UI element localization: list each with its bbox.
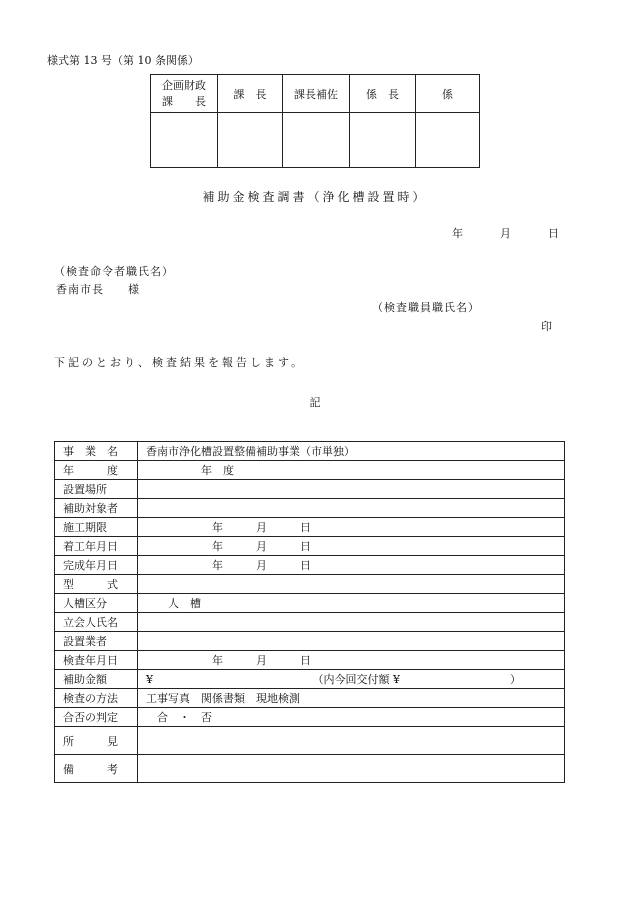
form-number: 様式第 13 号（第 10 条関係） xyxy=(47,54,199,67)
row-value[interactable]: 年 度 xyxy=(138,461,565,480)
table-row xyxy=(55,727,565,755)
row-value[interactable]: ¥ （内今回交付額 ¥ ） xyxy=(138,670,565,689)
addressee-label: （検査命令者職氏名） xyxy=(54,265,174,278)
approval-header-staff: 係 xyxy=(416,75,480,113)
row-value[interactable]: 工事写真 関係書類 現地検測 xyxy=(138,689,565,708)
row-value[interactable]: 香南市浄化槽設置整備補助事業（市単独） xyxy=(138,442,565,461)
approval-header-line: 企画財政 xyxy=(162,78,206,92)
row-value[interactable] xyxy=(138,727,565,755)
table-row xyxy=(55,708,565,727)
table-row xyxy=(55,689,565,708)
row-value[interactable] xyxy=(138,575,565,594)
row-value[interactable]: 合 ・ 否 xyxy=(138,708,565,727)
row-label: 所 見 xyxy=(63,734,118,748)
approval-header-line: 課 長 xyxy=(162,94,206,108)
approval-header-section-chief: 課 長 xyxy=(218,75,283,113)
row-label: 人槽区分 xyxy=(63,597,107,610)
inspector-label: （検査職員職氏名） xyxy=(372,301,480,314)
stamp-cell[interactable] xyxy=(218,113,283,168)
row-value[interactable] xyxy=(138,613,565,632)
table-row xyxy=(55,670,565,689)
table-row xyxy=(55,632,565,651)
row-label: 着工年月日 xyxy=(63,540,118,553)
day-label: 日 xyxy=(548,227,559,240)
document-title: 補助金検査調書（浄化槽設置時） xyxy=(202,190,428,204)
row-label: 型 式 xyxy=(63,578,118,591)
stamp-cell[interactable] xyxy=(350,113,416,168)
month-label: 月 xyxy=(500,227,511,240)
stamp-cell[interactable] xyxy=(283,113,350,168)
report-statement: 下記のとおり、検査結果を報告します。 xyxy=(54,356,306,369)
table-row xyxy=(55,499,565,518)
stamp-cell[interactable] xyxy=(416,113,480,168)
row-value[interactable]: 年 月 日 xyxy=(138,537,565,556)
row-label: 合否の判定 xyxy=(63,711,118,724)
table-row xyxy=(55,651,565,670)
table-row xyxy=(55,613,565,632)
row-value[interactable]: 人 槽 xyxy=(138,594,565,613)
row-label: 検査の方法 xyxy=(63,692,118,705)
table-row xyxy=(55,556,565,575)
row-value[interactable]: 年 月 日 xyxy=(138,556,565,575)
row-label: 施工期限 xyxy=(63,521,107,534)
row-label: 完成年月日 xyxy=(63,559,118,572)
row-value[interactable] xyxy=(138,632,565,651)
table-row xyxy=(55,480,565,499)
year-label: 年 xyxy=(452,227,463,240)
row-label: 事 業 名 xyxy=(63,445,118,458)
table-row xyxy=(55,442,565,461)
row-label: 備 考 xyxy=(63,762,118,776)
table-row xyxy=(55,575,565,594)
seal-mark: 印 xyxy=(541,320,552,333)
table-row xyxy=(55,537,565,556)
row-value[interactable] xyxy=(138,480,565,499)
row-label: 補助対象者 xyxy=(63,502,118,515)
ki-heading: 記 xyxy=(309,396,321,409)
addressee: 香南市長 様 xyxy=(56,283,140,296)
approval-header-deputy-chief: 課長補佐 xyxy=(283,75,350,113)
stamp-cell[interactable] xyxy=(151,113,218,168)
row-value[interactable]: 年 月 日 xyxy=(138,518,565,537)
row-label: 補助金額 xyxy=(63,673,107,686)
approval-stamp-table xyxy=(150,74,480,168)
date-line xyxy=(452,225,559,241)
row-label: 検査年月日 xyxy=(63,654,118,667)
table-row xyxy=(55,518,565,537)
row-label: 設置場所 xyxy=(63,483,107,496)
row-value[interactable] xyxy=(138,499,565,518)
row-label: 設置業者 xyxy=(63,635,107,648)
row-value[interactable]: 年 月 日 xyxy=(138,651,565,670)
row-label: 立会人氏名 xyxy=(63,616,118,629)
row-value[interactable] xyxy=(138,755,565,783)
approval-header-planning-finance xyxy=(151,75,218,113)
row-label: 年 度 xyxy=(63,464,118,477)
approval-header-unit-chief: 係 長 xyxy=(350,75,416,113)
inspection-table xyxy=(54,441,565,783)
table-row xyxy=(55,755,565,783)
table-row xyxy=(55,461,565,480)
table-row xyxy=(55,594,565,613)
